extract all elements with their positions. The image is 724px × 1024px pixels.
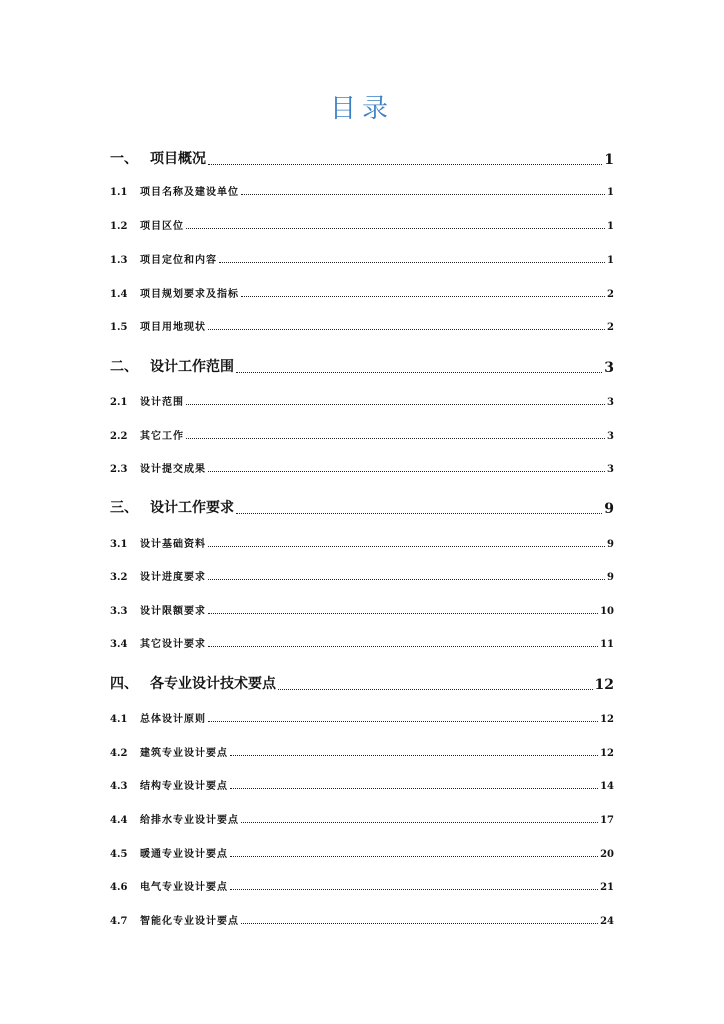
toc-entry-label: 设计基础资料 [140, 539, 206, 550]
toc-entry-label: 电气专业设计要点 [140, 882, 228, 893]
toc-entry-number: 3.3 [110, 606, 128, 617]
toc-entry-number: 3.4 [110, 639, 128, 650]
toc-dot-leader [208, 721, 598, 722]
toc-dot-leader [230, 889, 598, 890]
toc-dot-leader [208, 579, 605, 580]
toc-entry-number: 四、 [110, 676, 138, 692]
toc-entry-page: 3 [607, 397, 614, 408]
toc-entry-label: 项目区位 [140, 221, 184, 232]
toc-dot-leader [208, 471, 605, 472]
toc-entry-page: 2 [607, 322, 614, 333]
toc-dot-leader [208, 546, 605, 547]
toc-dot-leader [278, 689, 593, 690]
toc-entry-page: 3 [607, 431, 614, 442]
toc-entry-page: 1 [604, 152, 614, 168]
toc-entry-label: 其它工作 [140, 431, 184, 442]
toc-entry-label: 项目用地现状 [140, 322, 206, 333]
toc-entry[interactable] [110, 745, 614, 759]
toc-entry-number: 4.3 [110, 781, 128, 792]
toc-entry-page: 20 [600, 849, 614, 860]
toc-entry[interactable] [110, 711, 614, 725]
toc-dot-leader [236, 513, 602, 514]
toc-entry-page: 3 [604, 360, 614, 376]
toc-entry[interactable] [110, 569, 614, 583]
toc-entry[interactable] [110, 812, 614, 826]
toc-entry-number: 一、 [110, 151, 138, 167]
toc-entry[interactable] [110, 394, 614, 408]
toc-entry-number: 4.5 [110, 849, 128, 860]
toc-entry-number: 4.2 [110, 748, 128, 759]
toc-entry-number: 4.6 [110, 882, 128, 893]
toc-entry[interactable] [110, 536, 614, 550]
toc-entry-page: 9 [607, 539, 614, 550]
toc-dot-leader [186, 228, 605, 229]
toc-entry[interactable] [110, 636, 614, 650]
toc-dot-leader [208, 329, 605, 330]
toc-entry-label: 其它设计要求 [140, 639, 206, 650]
toc-entry-number: 4.1 [110, 714, 128, 725]
toc-title: 目录 [329, 94, 394, 124]
toc-entry[interactable] [110, 499, 614, 517]
toc-entry-label: 设计工作范围 [150, 359, 234, 375]
toc-dot-leader [219, 262, 605, 263]
toc-entry[interactable] [110, 913, 614, 927]
toc-dot-leader [230, 856, 598, 857]
toc-entry[interactable] [110, 879, 614, 893]
toc-entry-label: 设计范围 [140, 397, 184, 408]
toc-entry[interactable] [110, 150, 614, 168]
toc-entry-label: 暖通专业设计要点 [140, 849, 228, 860]
toc-dot-leader [241, 296, 605, 297]
toc-entry[interactable] [110, 218, 614, 232]
toc-dot-leader [208, 164, 602, 165]
toc-entry-page: 1 [607, 255, 614, 266]
toc-dot-leader [241, 923, 598, 924]
toc-entry-label: 给排水专业设计要点 [140, 815, 239, 826]
toc-dot-leader [186, 438, 605, 439]
toc-entry-page: 10 [600, 606, 614, 617]
toc-entry-label: 项目定位和内容 [140, 255, 217, 266]
toc-entry-number: 1.1 [110, 187, 128, 198]
toc-entry-number: 3.1 [110, 539, 128, 550]
toc-entry-page: 14 [600, 781, 614, 792]
toc-dot-leader [241, 194, 605, 195]
toc-entry-page: 21 [600, 882, 614, 893]
toc-entry[interactable] [110, 461, 614, 475]
toc-entry-number: 1.3 [110, 255, 128, 266]
toc-entry-label: 设计提交成果 [140, 464, 206, 475]
toc-entry-number: 2.2 [110, 431, 128, 442]
toc-entry-label: 建筑专业设计要点 [140, 748, 228, 759]
toc-dot-leader [236, 372, 602, 373]
toc-entry-page: 9 [604, 501, 614, 517]
toc-entry-page: 24 [600, 916, 614, 927]
toc-entry[interactable] [110, 319, 614, 333]
toc-entry[interactable] [110, 184, 614, 198]
toc-entry-page: 11 [600, 639, 614, 650]
toc-entry-page: 12 [594, 677, 614, 693]
toc-dot-leader [208, 613, 598, 614]
toc-entry-page: 12 [600, 714, 614, 725]
toc-dot-leader [241, 822, 598, 823]
toc-entry-page: 1 [607, 221, 614, 232]
toc-entry-label: 各专业设计技术要点 [150, 676, 276, 692]
toc-entry-page: 17 [600, 815, 614, 826]
toc-entry-number: 4.7 [110, 916, 128, 927]
toc-entry[interactable] [110, 675, 614, 693]
toc-entry-label: 设计限额要求 [140, 606, 206, 617]
toc-entry[interactable] [110, 603, 614, 617]
toc-entry-page: 2 [607, 289, 614, 300]
toc-entry-page: 12 [600, 748, 614, 759]
toc-entry-number: 二、 [110, 359, 138, 375]
toc-entry-label: 项目概况 [150, 151, 206, 167]
toc-entry-page: 3 [607, 464, 614, 475]
toc-entry[interactable] [110, 358, 614, 376]
toc-entry-number: 1.5 [110, 322, 128, 333]
toc-entry[interactable] [110, 428, 614, 442]
toc-entry-label: 总体设计原则 [140, 714, 206, 725]
toc-entry-label: 设计工作要求 [150, 500, 234, 516]
toc-entry-label: 项目名称及建设单位 [140, 187, 239, 198]
toc-entry[interactable] [110, 286, 614, 300]
toc-entry-number: 三、 [110, 500, 138, 516]
toc-entry-page: 1 [607, 187, 614, 198]
toc-entry-number: 3.2 [110, 572, 128, 583]
toc-entry-number: 2.3 [110, 464, 128, 475]
toc-dot-leader [230, 755, 598, 756]
toc-entry-number: 1.2 [110, 221, 128, 232]
toc-entry-label: 项目规划要求及指标 [140, 289, 239, 300]
toc-entry-number: 4.4 [110, 815, 128, 826]
toc-entry-page: 9 [607, 572, 614, 583]
toc-entry[interactable] [110, 846, 614, 860]
toc-entry[interactable] [110, 252, 614, 266]
toc-entry-number: 1.4 [110, 289, 128, 300]
toc-entry[interactable] [110, 778, 614, 792]
toc-entry-number: 2.1 [110, 397, 128, 408]
toc-entry-label: 结构专业设计要点 [140, 781, 228, 792]
toc-dot-leader [186, 404, 605, 405]
toc-entry-label: 设计进度要求 [140, 572, 206, 583]
toc-dot-leader [230, 788, 598, 789]
toc-entry-label: 智能化专业设计要点 [140, 916, 239, 927]
toc-dot-leader [208, 646, 598, 647]
